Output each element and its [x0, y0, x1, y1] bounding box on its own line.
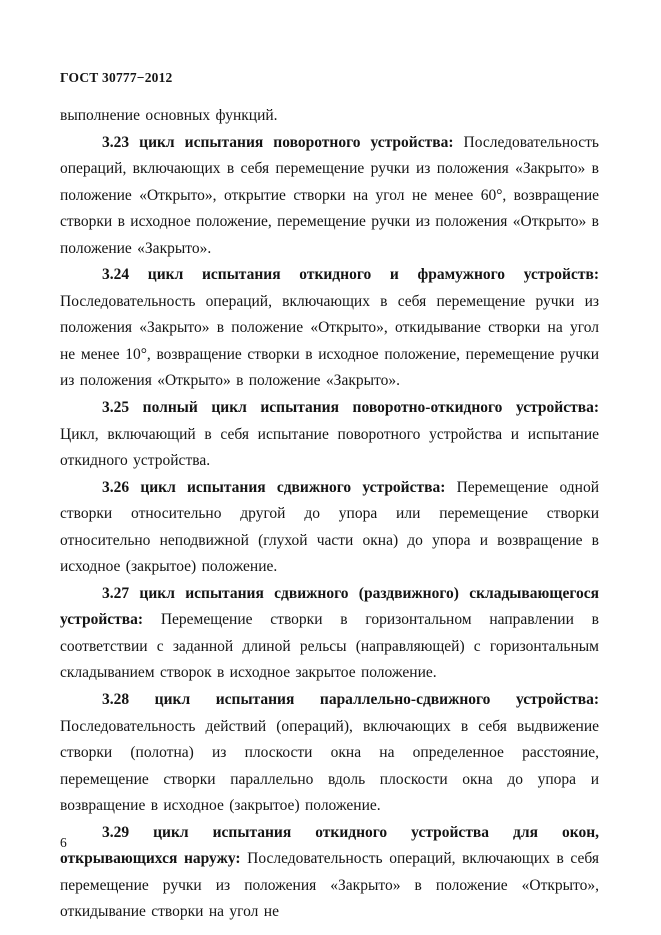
paragraph-3-24 — [60, 262, 599, 395]
definition-3-25: Цикл, включающий в себя испытание поворотного устройства и испытание откидного устройства. — [60, 425, 599, 470]
definition-3-26: Перемещение одной створки относительно другой до упора или перемещение створки относительно неподвижной (глухой части окна) до упора и возвращение в исходное (закрытое) положение. — [60, 478, 599, 576]
paragraph-3-29 — [60, 820, 599, 926]
term-3-26: 3.26 цикл испытания сдвижного устройства: — [102, 478, 446, 496]
page-number: 6 — [60, 835, 67, 850]
paragraph-3-26 — [60, 475, 599, 581]
definition-3-23: Последовательность операций, включающих в себя перемещение ручки из положения «Закрыто» в положение «Открыто», открытие створки на угол не менее 60°, возвращение створки в исходное положение, перемещение ручки из положения «Открыто» в положение «Закрыто». — [60, 133, 599, 257]
document-body — [60, 103, 599, 926]
definition-3-27: Перемещение створки в горизонтальном направлении в соответствии с заданной длиной рельсы (направляющей) с горизонтальным складыванием створок в исходное закрытое положение. — [60, 611, 599, 682]
paragraph-3-23 — [60, 130, 599, 263]
paragraph-text: выполнение основных функций. — [60, 107, 278, 124]
paragraph-3-27 — [60, 581, 599, 687]
term-3-29: 3.29 цикл испытания откидного устройства для окон, открывающихся наружу: — [60, 823, 599, 868]
definition-3-24: Последовательность операций, включающих в себя перемещение ручки из положения «Закрыто» в положение «Открыто», откидывание створки на угол не менее 10°, возвращение створки в исходное положение, перемещение ручки из положения «Открыто» в положение «Закрыто». — [60, 292, 599, 390]
paragraph-3-25 — [60, 395, 599, 475]
term-3-25: 3.25 полный цикл испытания поворотно-откидного устройства: — [102, 399, 599, 417]
definition-3-29: Последовательность операций, включающих в себя перемещение ручки из положения «Закрыто» в положение «Открыто», откидывание створки на угол не — [60, 850, 599, 921]
term-3-27: 3.27 цикл испытания сдвижного (раздвижного) складывающегося устройства: — [60, 584, 599, 629]
paragraph-continuation — [60, 103, 599, 130]
definition-3-28: Последовательность действий (операций), включающих в себя выдвижение створки (полотна) из плоскости окна на определенное расстояние, перемещение створки параллельно вдоль плоскости окна до упора и возвращение в исходное (закрытое) положение. — [60, 717, 599, 815]
paragraph-3-28 — [60, 687, 599, 820]
document-standard-number: ГОСТ 30777−2012 — [60, 70, 173, 85]
term-3-24: 3.24 цикл испытания откидного и фрамужного устройств: — [102, 266, 599, 284]
term-3-23: 3.23 цикл испытания поворотного устройства: — [102, 133, 454, 151]
term-3-28: 3.28 цикл испытания параллельно-сдвижного устройства: — [102, 691, 599, 709]
